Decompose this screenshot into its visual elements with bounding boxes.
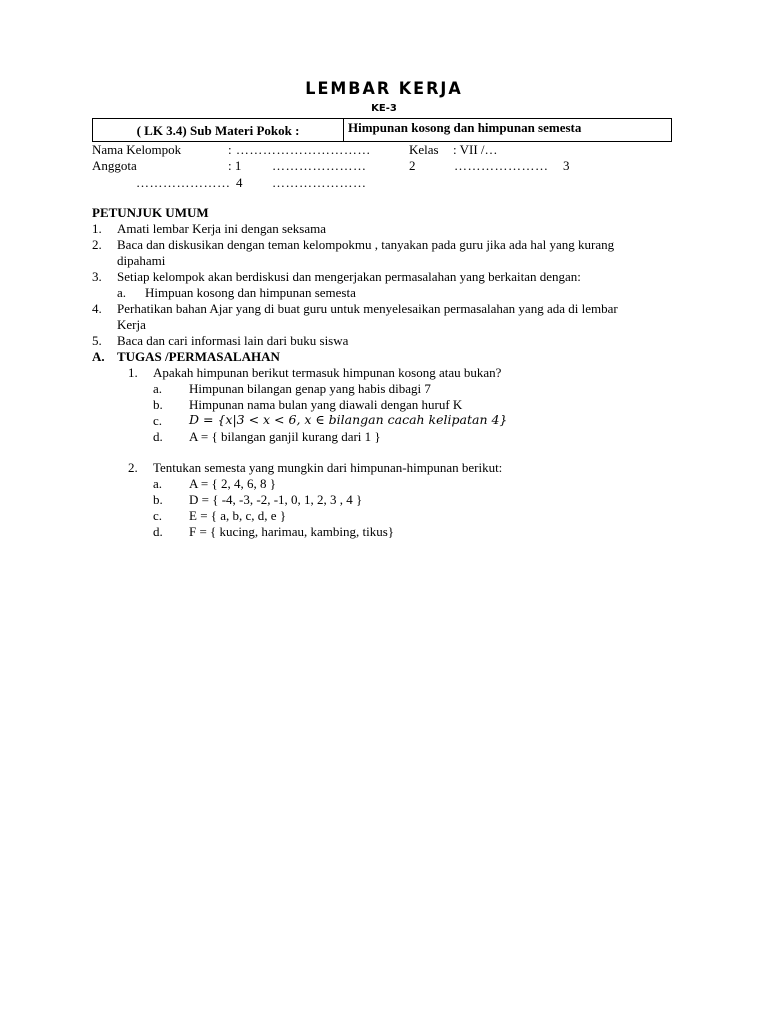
anggota-label: Anggota bbox=[92, 158, 137, 173]
anggota-number-2: 2 bbox=[409, 158, 416, 173]
petunjuk-subitem-letter: a. bbox=[117, 285, 127, 300]
tugas-letter: A. bbox=[92, 349, 105, 364]
anggota-dots-1: ………………… bbox=[272, 158, 367, 173]
page-title: LEMBAR KERJA bbox=[305, 78, 463, 99]
topic-box-value-cell bbox=[344, 118, 672, 142]
topic-value: Himpunan kosong dan himpunan semesta bbox=[348, 120, 582, 135]
petunjuk-text: Perhatikan bahan Ajar yang di buat guru untuk menyelesaikan permasalahan yang ada di lembar bbox=[117, 301, 618, 316]
petunjuk-text-continued: dipahami bbox=[117, 253, 166, 268]
option-letter: b. bbox=[153, 492, 163, 507]
anggota-dots-3: ………………… bbox=[136, 175, 231, 190]
nama-kelompok-field: : ………………………… bbox=[228, 142, 371, 157]
petunjuk-num: 5. bbox=[92, 333, 102, 348]
topic-label: ( LK 3.4) Sub Materi Pokok : bbox=[136, 123, 300, 138]
anggota-dots-4: ………………… bbox=[272, 175, 367, 190]
option-text: A = { bilangan ganjil kurang dari 1 } bbox=[189, 429, 381, 444]
petunjuk-subitem-text: Himpuan kosong dan himpunan semesta bbox=[145, 285, 356, 300]
petunjuk-text: Setiap kelompok akan berdiskusi dan mengerjakan permasalahan yang berkaitan dengan: bbox=[117, 269, 581, 284]
anggota-number-4: 4 bbox=[236, 175, 243, 190]
petunjuk-num: 2. bbox=[92, 237, 102, 252]
petunjuk-num: 4. bbox=[92, 301, 102, 316]
page-subtitle: KE-3 bbox=[371, 103, 397, 114]
petunjuk-text-continued: Kerja bbox=[117, 317, 146, 332]
anggota-number-1: : 1 bbox=[228, 158, 242, 173]
option-letter: c. bbox=[153, 508, 163, 523]
option-letter: b. bbox=[153, 397, 163, 412]
option-text: Himpunan bilangan genap yang habis dibagi 7 bbox=[189, 381, 431, 396]
anggota-dots-2: ………………… bbox=[454, 158, 549, 173]
option-text: F = { kucing, harimau, kambing, tikus} bbox=[189, 524, 395, 539]
option-letter: a. bbox=[153, 476, 163, 491]
question-2-text: Tentukan semesta yang mungkin dari himpunan-himpunan berikut: bbox=[153, 460, 503, 475]
petunjuk-num: 3. bbox=[92, 269, 102, 284]
petunjuk-text: Amati lembar Kerja ini dengan seksama bbox=[117, 221, 327, 236]
kelas-label: Kelas bbox=[409, 142, 439, 157]
option-letter: c. bbox=[153, 413, 163, 428]
option-text-formula: D = {x|3 < x < 6, x ∈ bilangan cacah kelipatan 4} bbox=[189, 412, 508, 427]
petunjuk-heading: PETUNJUK UMUM bbox=[92, 205, 209, 220]
anggota-number-3: 3 bbox=[563, 158, 570, 173]
petunjuk-text: Baca dan diskusikan dengan teman kelompokmu , tanyakan pada guru jika ada hal yang kurang bbox=[117, 237, 615, 252]
petunjuk-text: Baca dan cari informasi lain dari buku siswa bbox=[117, 333, 349, 348]
option-text: Himpunan nama bulan yang diawali dengan huruf K bbox=[189, 397, 463, 412]
option-letter: a. bbox=[153, 381, 163, 396]
question-1-text: Apakah himpunan berikut termasuk himpunan kosong atau bukan? bbox=[153, 365, 502, 380]
tugas-heading: TUGAS /PERMASALAHAN bbox=[117, 349, 280, 364]
option-letter: d. bbox=[153, 429, 163, 444]
option-text: E = { a, b, c, d, e } bbox=[189, 508, 287, 523]
question-2-num: 2. bbox=[128, 460, 138, 475]
nama-kelompok-label: Nama Kelompok bbox=[92, 142, 182, 157]
petunjuk-num: 1. bbox=[92, 221, 102, 236]
kelas-field: : VII /… bbox=[453, 142, 498, 157]
question-1-num: 1. bbox=[128, 365, 138, 380]
topic-box-label-cell bbox=[92, 118, 344, 142]
option-text: D = { -4, -3, -2, -1, 0, 1, 2, 3 , 4 } bbox=[189, 492, 363, 507]
option-letter: d. bbox=[153, 524, 163, 539]
option-text: A = { 2, 4, 6, 8 } bbox=[189, 476, 276, 491]
